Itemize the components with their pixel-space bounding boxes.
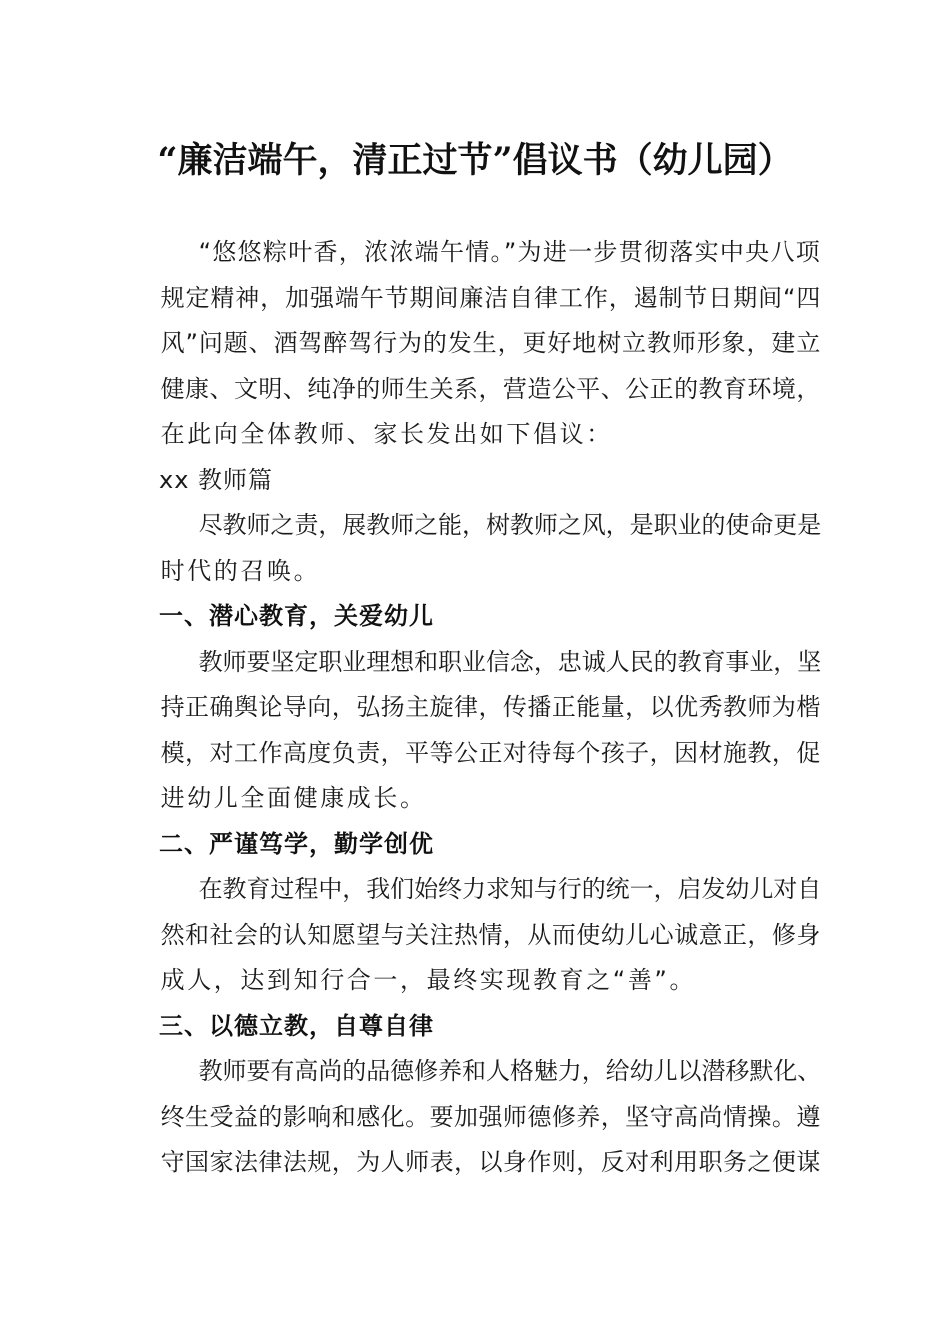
text-line: 然和社会的认知愿望与关注热情，从而使幼儿心诚意正，修身: [160, 920, 821, 949]
lead-paragraph: [121, 503, 821, 594]
text-line: 风”问题、酒驾醉驾行为的发生，更好地树立教师形象，建立: [160, 329, 822, 357]
text-line: 成人，达到知行合一，最终实现教育之“善”。: [160, 966, 697, 994]
text-line: 尽教师之责，展教师之能，树教师之风，是职业的使命更是: [198, 511, 822, 539]
section-paragraph: [121, 867, 821, 1004]
section-heading: 一、潜心教育，关爱幼儿: [159, 602, 434, 630]
text-line: 健康、文明、纯净的师生关系，营造公平、公正的教育环境，: [160, 374, 821, 403]
text-line: 时代的召唤。: [160, 556, 321, 585]
text-line: 进幼儿全面健康成长。: [160, 784, 427, 812]
text-line: 教师要坚定职业理想和职业信念，忠诚人民的教育事业，坚: [198, 647, 822, 676]
text-line: 持正确舆论导向，弘扬主旋律，传播正能量，以优秀教师为楷: [160, 693, 821, 721]
text-line: 规定精神，加强端午节期间廉洁自律工作，遏制节日期间“四: [160, 283, 822, 312]
text-line: 终生受益的影响和感化。要加强师德修养，坚守高尚情操。遵: [160, 1102, 821, 1131]
document-body: [121, 230, 821, 1186]
text-line: 模，对工作高度负责，平等公正对待每个孩子，因材施教，促: [160, 738, 821, 767]
text-line: 在此向全体教师、家长发出如下倡议：: [160, 420, 613, 448]
section-paragraph: [121, 1049, 821, 1186]
text-line: “悠悠粽叶香，浓浓端午情。”为进一步贯彻落实中央八项: [198, 238, 822, 266]
text-line: 教师要有高尚的品德修养和人格魅力，给幼儿以潜移默化、: [198, 1057, 822, 1085]
text-line: 守国家法律法规，为人师表，以身作则，反对利用职务之便谋: [160, 1148, 821, 1176]
section-heading: 三、以德立教，自尊自律: [159, 1011, 434, 1040]
document-title: “廉洁端午，清正过节”倡议书（幼儿园）: [157, 140, 793, 181]
intro-paragraph: [121, 230, 821, 458]
text-line: 在教育过程中，我们始终力求知与行的统一，启发幼儿对自: [198, 875, 822, 903]
section-paragraph: [121, 640, 821, 822]
section-heading: 二、严谨笃学，勤学创优: [159, 829, 434, 858]
section-label: xx 教师篇: [159, 465, 274, 494]
